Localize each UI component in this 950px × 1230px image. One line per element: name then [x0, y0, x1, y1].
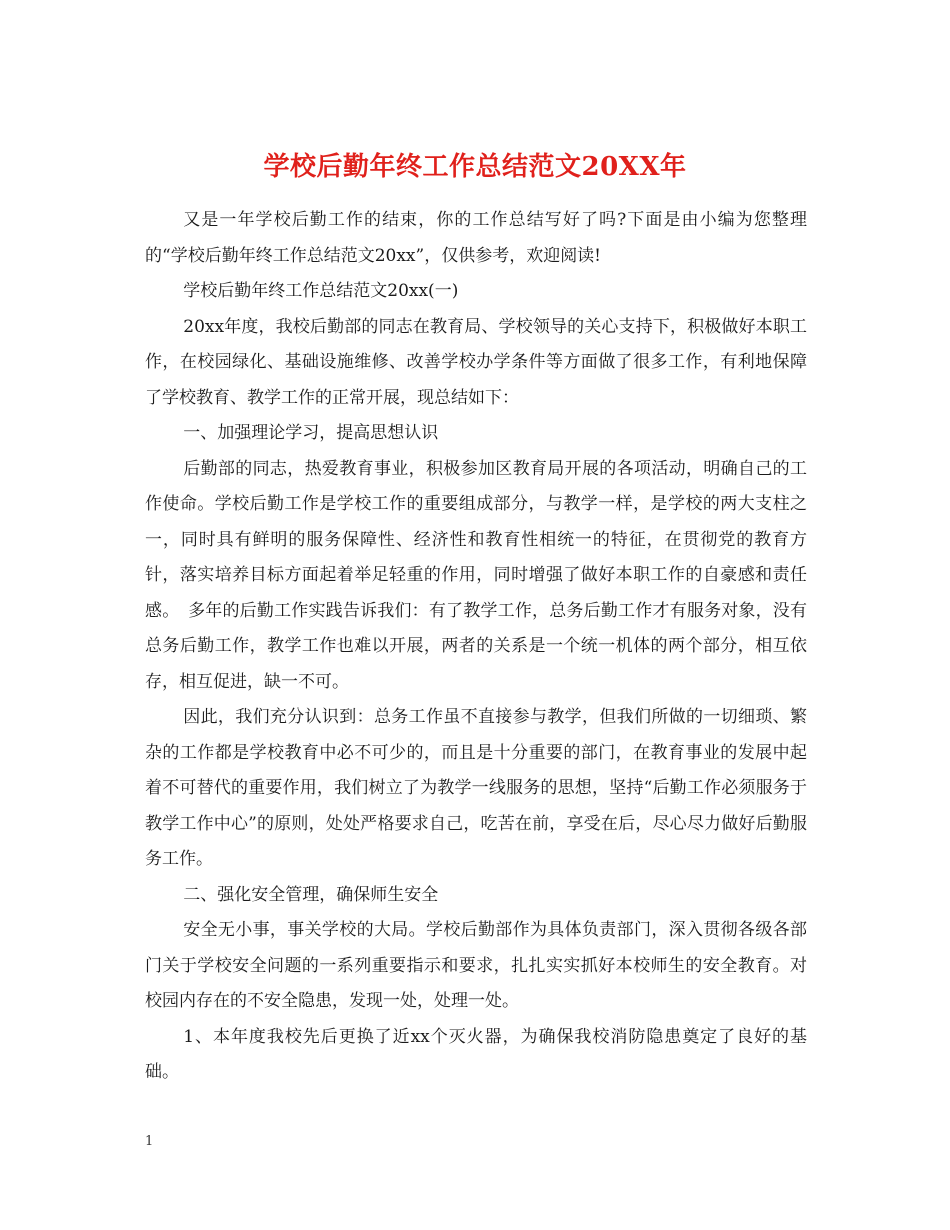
- section-heading-1: 一、加强理论学习，提高思想认识: [183, 423, 439, 443]
- paragraph-section-1: 后勤部的同志，热爱教育事业，积极参加区教育局开展的各项活动，明确自己的工作使命。学校后勤工作是学校工作的重要组成部分，与教学一样，是学校的两大支柱之一，同时具有鲜明的服务保障性、经济性和教育性相统一的特征，在贯彻党的教育方针，落实培养目标方面起着举足轻重的作用，同时增强了做好本职工作的自豪感和责任感。 多年的后勤工作实践告诉我们：有了教学工作，总务后勤工作才有服务对象，没有总务后勤工作，教学工作也难以开展，两者的关系是一个统一机体的两个部分，相互依存，相互促进，缺一不可。: [145, 458, 807, 692]
- paragraph-overview: 20xx年度，我校后勤部的同志在教育局、学校领导的关心支持下，积极做好本职工作，在校园绿化、基础设施维修、改善学校办学条件等方面做了很多工作，有利地保障了学校教育、教学工作的正常开展，现总结如下：: [145, 316, 807, 408]
- paragraph-intro: 又是一年学校后勤工作的结束，你的工作总结写好了吗?下面是由小编为您整理的“学校后勤年终工作总结范文20xx”，仅供参考，欢迎阅读!: [145, 210, 807, 266]
- paragraph-section-2: 安全无小事，事关学校的大局。学校后勤部作为具体负责部门，深入贯彻各级各部门关于学校安全问题的一系列重要指示和要求，扎扎实实抓好本校师生的安全教育。对校园内存在的不安全隐患，发现一处，处理一处。: [145, 920, 807, 1011]
- paragraph-subtitle: 学校后勤年终工作总结范文20xx(一): [183, 281, 459, 301]
- paragraph-item-1: 1、本年度我校先后更换了近xx个灭火器，为确保我校消防隐患奠定了良好的基础。: [145, 1026, 807, 1082]
- paragraph-section-1-cont: 因此，我们充分认识到：总务工作虽不直接参与教学，但我们所做的一切细琐、繁杂的工作都是学校教育中必不可少的，而且是十分重要的部门，在教育事业的发展中起着不可替代的重要作用，我们树立了为教学一线服务的思想，坚持“后勤工作必须服务于教学工作中心”的原则，处处严格要求自己，吃苦在前，享受在后，尽心尽力做好后勤服务工作。: [145, 707, 807, 869]
- section-heading-2: 二、强化安全管理，确保师生安全: [183, 884, 439, 905]
- document-title: 学校后勤年终工作总结范文20XX年: [263, 152, 687, 183]
- document-body: [145, 203, 807, 1091]
- page-number: 1: [145, 1134, 154, 1149]
